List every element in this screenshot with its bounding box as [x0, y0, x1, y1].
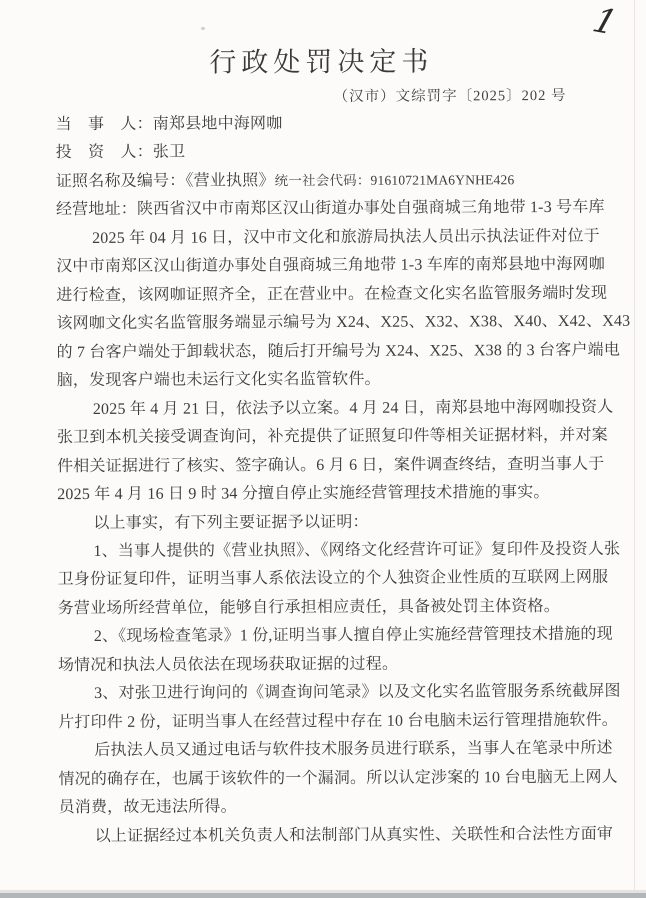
body-line: 员消费，故无违法所得。 — [58, 798, 237, 817]
header-line-text: 当 事 人：南郑县地中海网咖 — [55, 115, 283, 134]
body-line: 后执法人员又通过电话与软件技术服务员进行联系，当事人在笔录中所述 — [94, 739, 613, 760]
document-number: （汉市）文综罚字〔2025〕202 号 — [333, 87, 567, 105]
header-line — [55, 194, 605, 225]
header-line-text: 统一社会代码：91610721MA6YNHE426 — [274, 172, 515, 189]
document-body — [56, 223, 631, 851]
document-title: 行政处罚决定书 — [209, 46, 434, 78]
handwritten-page-number: 1 — [588, 0, 623, 44]
party-info-block — [55, 109, 605, 225]
body-line: 2025 年 04 月 16 日，汉中市文化和旅游局执法人员出示执法证件对位于 — [92, 227, 600, 248]
body-line: 脑，发现客户端也未运行文化实名监管软件。 — [56, 371, 381, 390]
body-line: 以上事实，有下列主要证据予以证明： — [93, 513, 369, 532]
body-line: 以上证据经过本机关负责人和法制部门从真实性、关联性和合法性方面审 — [94, 825, 614, 845]
body-line: 3、对张卫进行询问的《调查询问笔录》以及文化实名监管服务系统截屏图 — [94, 682, 621, 703]
body-line: 件相关证据进行了核实、签字确认。6 月 6 日，案件调查终结，查明当事人于 — [57, 455, 605, 475]
body-line: 卫身份证复印件，证明当事人系依法设立的个人独资企业性质的互联网上网服 — [57, 569, 609, 589]
body-line: 2025 年 4 月 21 日，依法予以立案。4 月 24 日，南郑县地中海网咖投资人 — [92, 398, 614, 418]
body-line: 的 7 台客户端处于卸载状态，随后打开编号为 X24、X25、X38 的 3 台客户端电 — [56, 341, 621, 361]
header-line-text: 证照名称及编号：《营业执照》 — [55, 172, 275, 191]
header-line — [56, 109, 593, 140]
header-line — [56, 137, 593, 168]
header-line — [56, 166, 593, 197]
scan-edge-line — [634, 0, 635, 898]
body-line: 该网咖文化实名监管服务端显示编号为 X24、X25、X32、X38、X40、X42、X43 — [56, 313, 631, 333]
body-line: 1、当事人提供的《营业执照》、《网络文化经营许可证》复印件及投资人张 — [93, 540, 621, 560]
body-line: 汉中市南郑区汉山街道办事处自强商城三角地带 1-3 车库的南郑县地中海网咖 — [56, 256, 605, 276]
body-line: 张卫到本机关接受调查询问，补充提供了证照复印件等相关证据材料，并对案 — [56, 426, 608, 447]
body-line: 2025 年 4 月 16 日 9 时 34 分擅自停止实施经营管理技术措施的事实。 — [57, 484, 550, 504]
body-line: 2、《现场检查笔录》1 份,证明当事人擅自停止实施经营管理技术措施的现 — [93, 626, 613, 646]
body-line: 务营业场所经营单位，能够自行承担相应责任，具备被处罚主体资格。 — [57, 597, 560, 618]
body-line: 进行检查，该网咖证照齐全，正在营业中。在检查文化实名监管服务端时发现 — [56, 284, 608, 305]
scan-bottom-edge — [0, 893, 646, 898]
header-line-text: 投 资 人：张卫 — [55, 144, 186, 162]
body-line: 场情况和执法人员依法在现场获取证据的过程。 — [57, 655, 399, 674]
scan-speck — [201, 27, 205, 30]
body-line: 片打印件 2 份，证明当事人在经营过程中存在 10 台电脑未运行管理措施软件。 — [58, 711, 619, 731]
header-line-text: 经营地址：陕西省汉中市南郑区汉山街道办事处自强商城三角地带 1-3 号车库 — [55, 199, 605, 219]
body-line: 情况的确存在，也属于该软件的一个漏洞。所以认定涉案的 10 台电脑无上网人 — [58, 768, 618, 788]
